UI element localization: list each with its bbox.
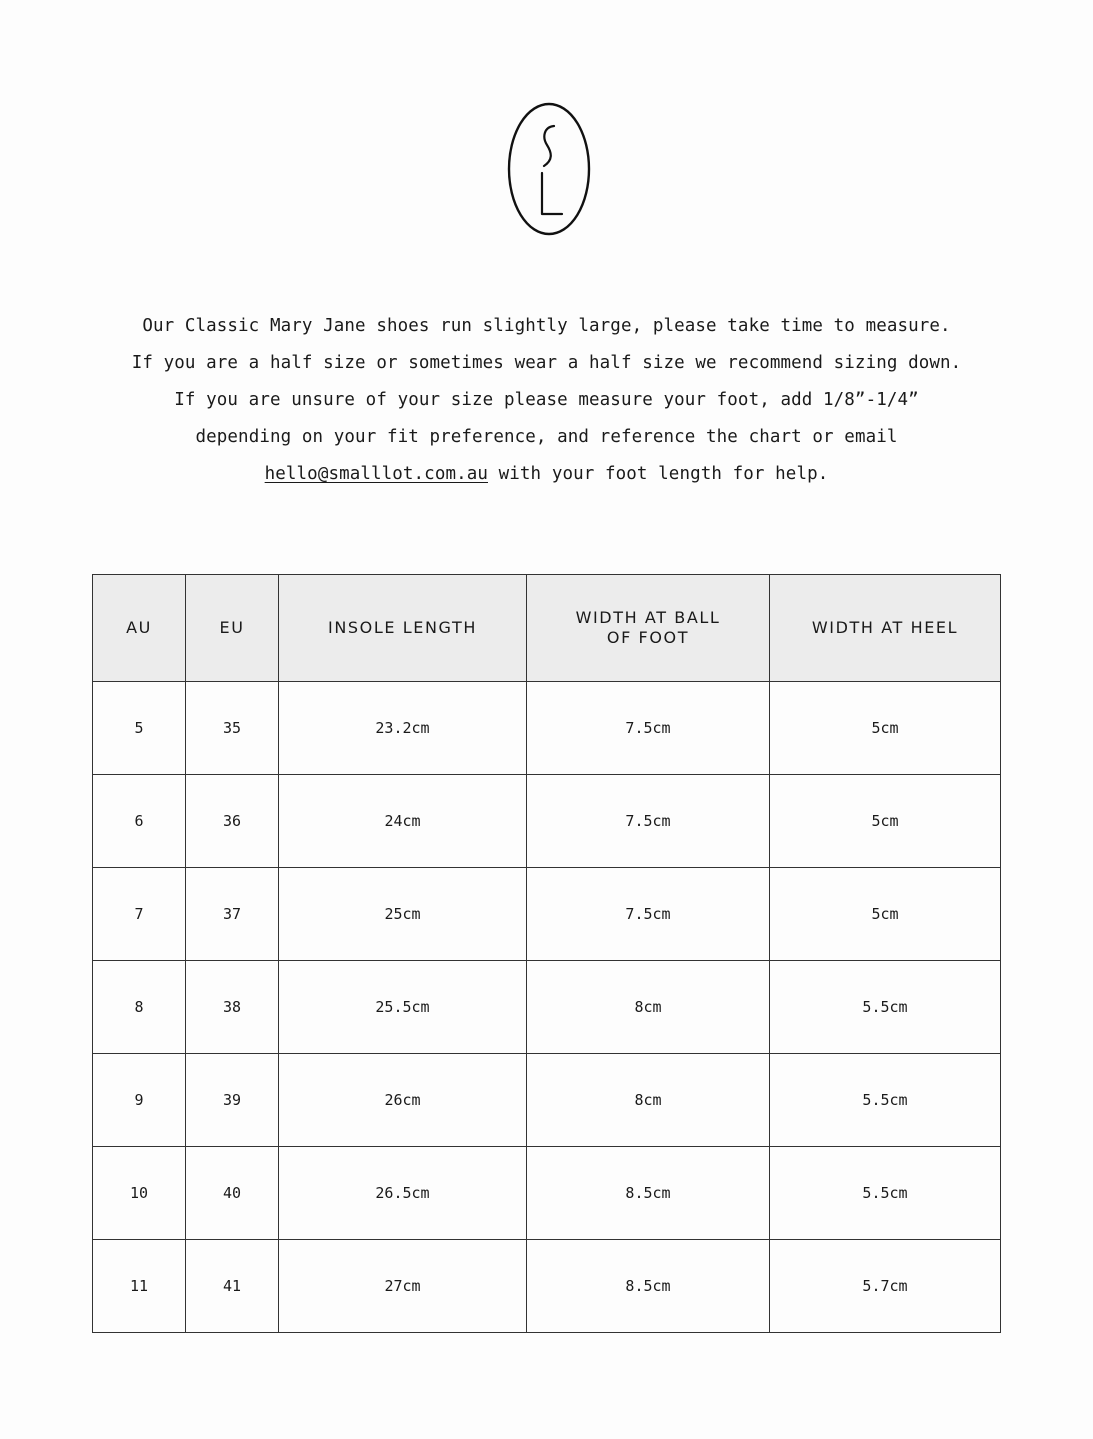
cell-eu: 36 <box>186 775 279 868</box>
cell-width-heel: 5.5cm <box>770 1147 1001 1240</box>
cell-width-ball: 8cm <box>527 961 770 1054</box>
intro-text <box>0 308 1093 493</box>
cell-au: 5 <box>93 682 186 775</box>
size-chart-table <box>92 574 1001 1333</box>
cell-insole-length: 26cm <box>279 1054 527 1147</box>
intro-line-2: If you are a half size or sometimes wear a half size we recommend sizing down. <box>131 353 962 373</box>
table-row <box>93 1240 1001 1333</box>
cell-width-ball: 7.5cm <box>527 868 770 961</box>
table-row <box>93 775 1001 868</box>
cell-insole-length: 25.5cm <box>279 961 527 1054</box>
cell-au: 7 <box>93 868 186 961</box>
cell-width-heel: 5.7cm <box>770 1240 1001 1333</box>
cell-insole-length: 24cm <box>279 775 527 868</box>
table-header-row <box>93 575 1001 682</box>
cell-insole-length: 26.5cm <box>279 1147 527 1240</box>
cell-width-heel: 5cm <box>770 682 1001 775</box>
cell-eu: 35 <box>186 682 279 775</box>
intro-line-4: depending on your fit preference, and reference the chart or email <box>195 427 898 447</box>
cell-width-heel: 5cm <box>770 775 1001 868</box>
cell-eu: 38 <box>186 961 279 1054</box>
table-row <box>93 682 1001 775</box>
cell-au: 11 <box>93 1240 186 1333</box>
cell-width-ball: 8.5cm <box>527 1147 770 1240</box>
table-row <box>93 1147 1001 1240</box>
cell-width-heel: 5.5cm <box>770 961 1001 1054</box>
cell-insole-length: 27cm <box>279 1240 527 1333</box>
cell-insole-length: 23.2cm <box>279 682 527 775</box>
cell-insole-length: 25cm <box>279 868 527 961</box>
cell-eu: 40 <box>186 1147 279 1240</box>
header-width-ball-of-foot <box>527 575 770 682</box>
intro-line-5 <box>0 456 1093 493</box>
cell-au: 8 <box>93 961 186 1054</box>
header-eu: EU <box>186 575 279 682</box>
header-au: AU <box>93 575 186 682</box>
header-insole-length: INSOLE LENGTH <box>279 575 527 682</box>
header-width-at-heel: WIDTH AT HEEL <box>770 575 1001 682</box>
cell-eu: 37 <box>186 868 279 961</box>
table-row <box>93 1054 1001 1147</box>
cell-au: 9 <box>93 1054 186 1147</box>
intro-line-5-suffix: with your foot length for help. <box>488 464 829 484</box>
cell-eu: 39 <box>186 1054 279 1147</box>
cell-width-heel: 5.5cm <box>770 1054 1001 1147</box>
cell-eu: 41 <box>186 1240 279 1333</box>
cell-width-ball: 7.5cm <box>527 682 770 775</box>
cell-width-ball: 8cm <box>527 1054 770 1147</box>
header-width-ball-of-foot-label: WIDTH AT BALL OF FOOT <box>575 608 721 647</box>
intro-line-3: If you are unsure of your size please measure your foot, add 1/8”-1/4” <box>174 390 919 410</box>
email-link[interactable]: hello@smalllot.com.au <box>264 464 488 484</box>
table-row <box>93 961 1001 1054</box>
intro-line-1: Our Classic Mary Jane shoes run slightly large, please take time to measure. <box>142 316 951 336</box>
sl-monogram-logo <box>505 100 593 238</box>
cell-width-heel: 5cm <box>770 868 1001 961</box>
table-row <box>93 868 1001 961</box>
cell-au: 10 <box>93 1147 186 1240</box>
cell-width-ball: 7.5cm <box>527 775 770 868</box>
cell-au: 6 <box>93 775 186 868</box>
cell-width-ball: 8.5cm <box>527 1240 770 1333</box>
